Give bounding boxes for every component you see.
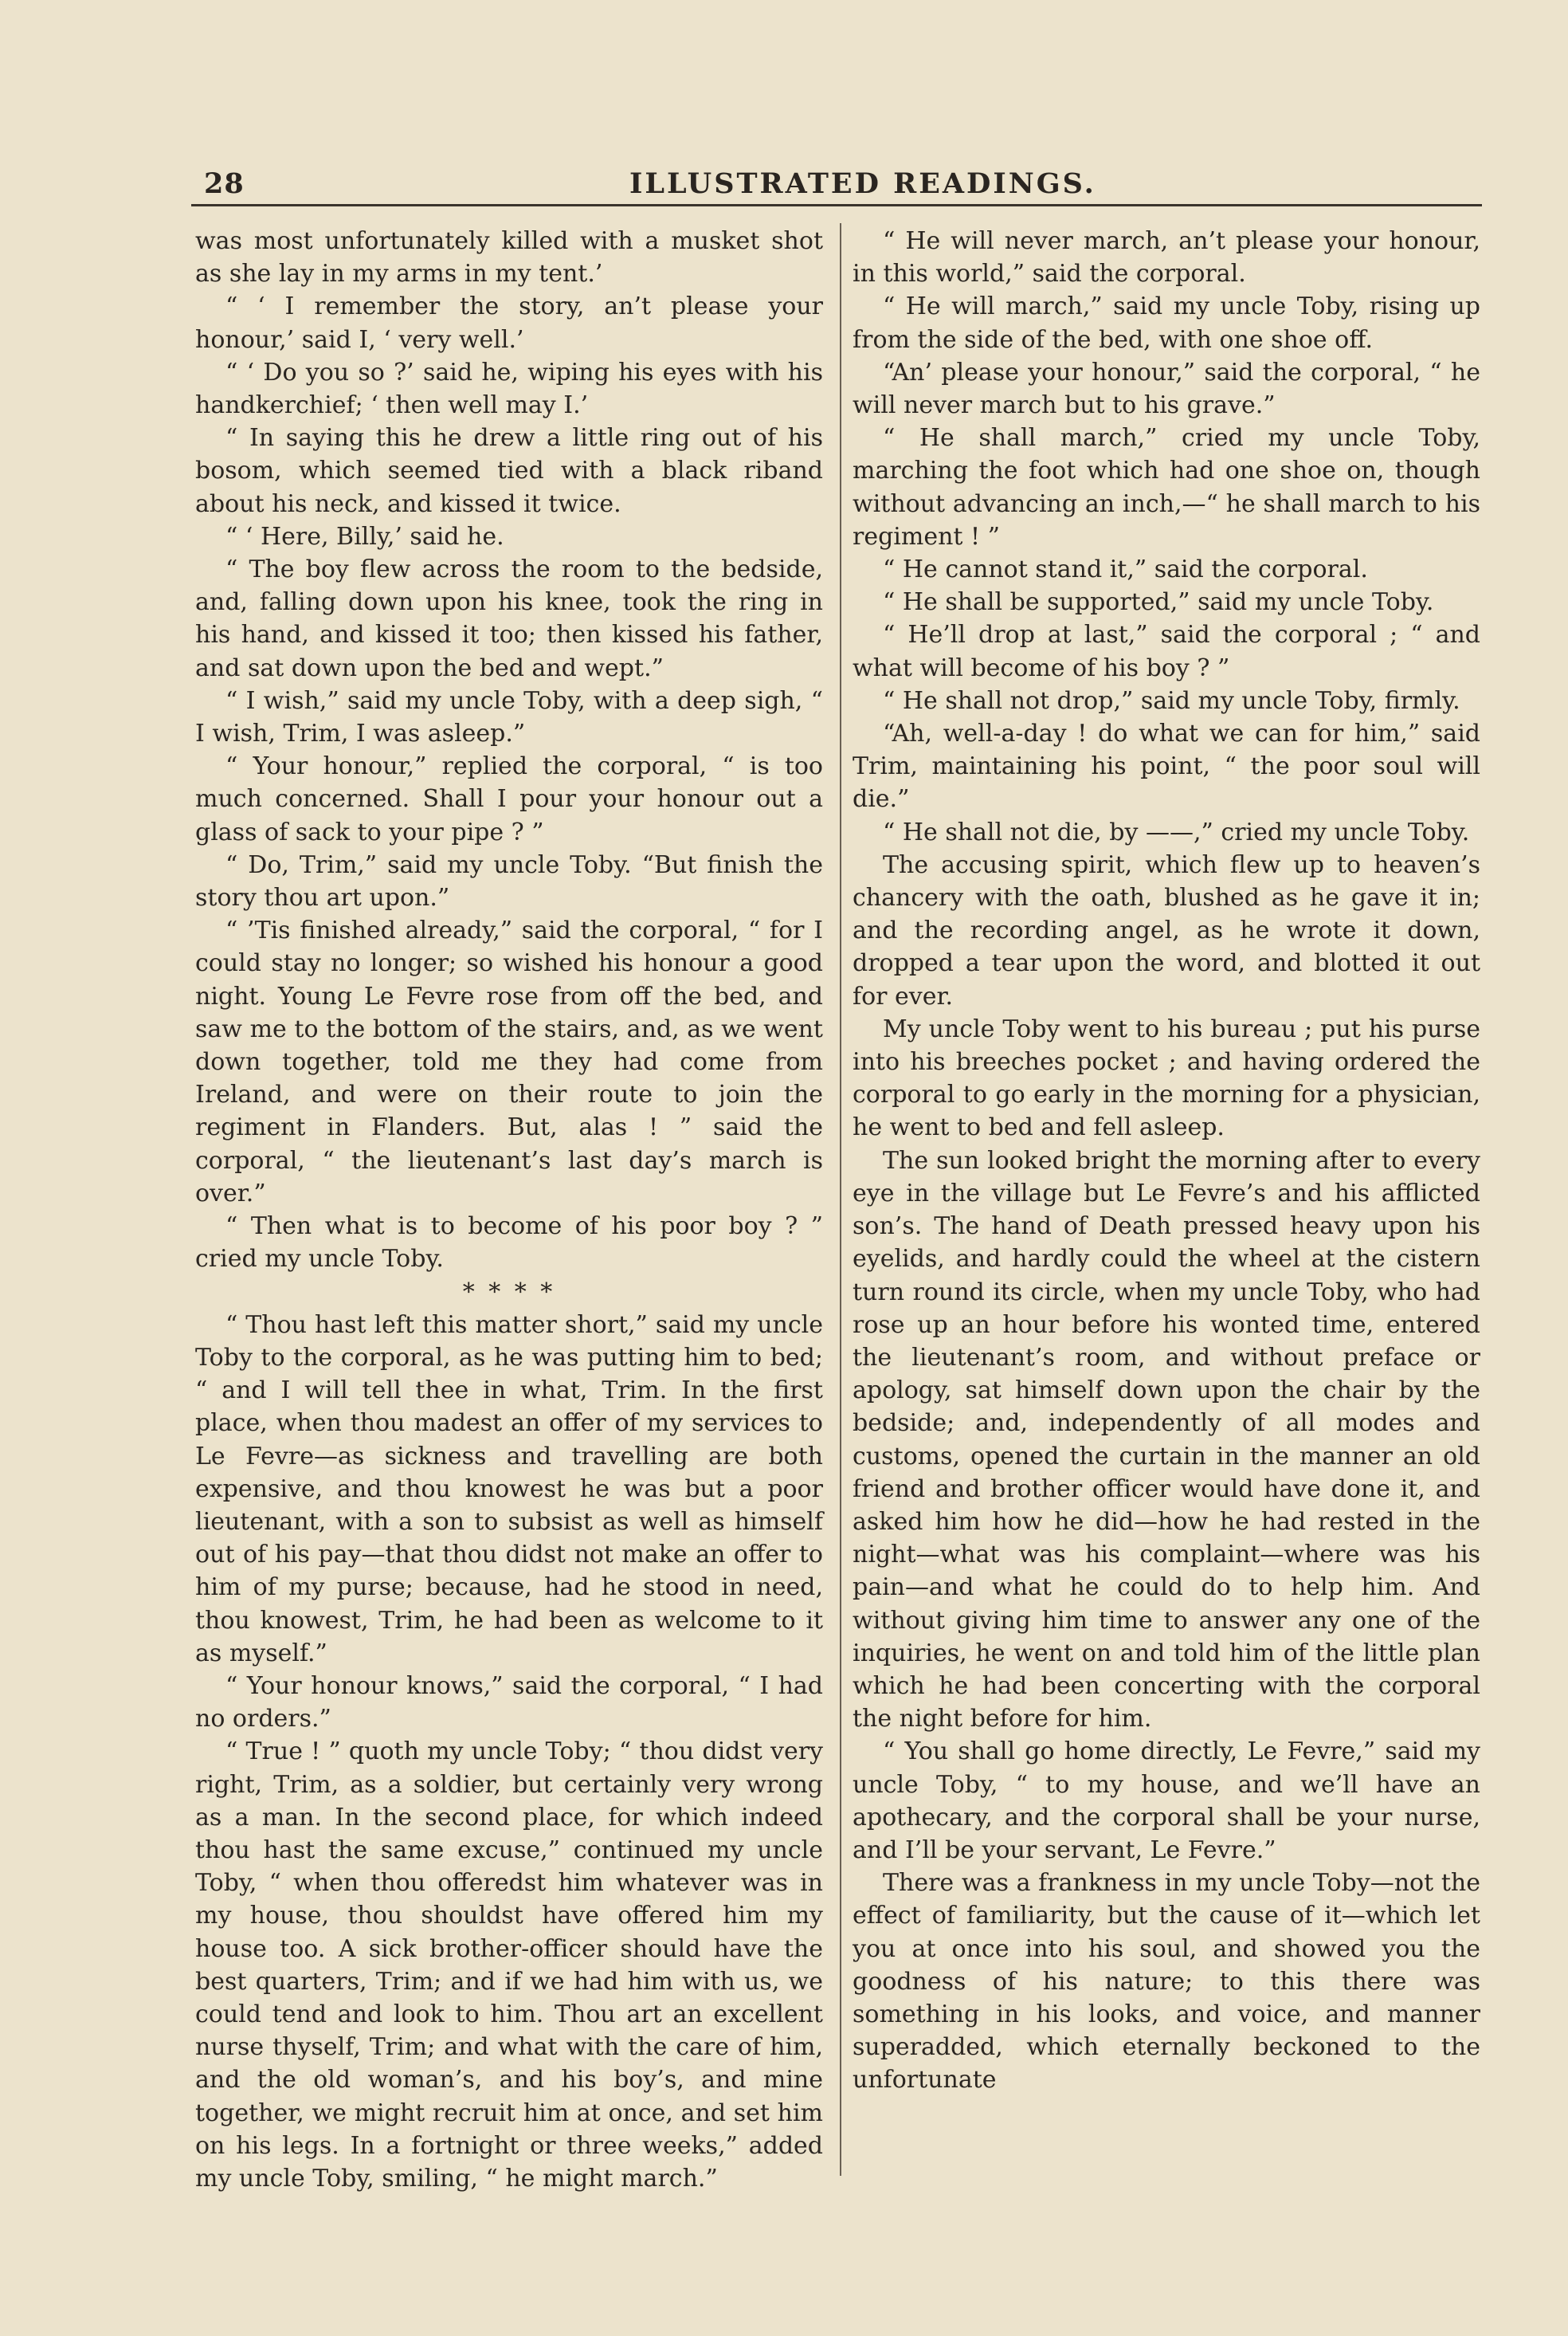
section-break-asterisks: * * * * [462,1278,556,1306]
paragraph: “ He’ll drop at last,” said the corporal ; “ and what will become of his boy ? ” [853,621,1480,682]
paragraph: was most unfortunately killed with a musket shot as she lay in my arms in my tent.’ [195,227,823,289]
paragraph: “ You shall go home directly, Le Fevre,” said my uncle Toby, “ to my house, and we’ll have an apothecary, and the corporal shall be your nurse, and I’ll be your servant, Le Fevre.” [853,1737,1480,1864]
paragraph: My uncle Toby went to his bureau ; put his purse into his breeches pocket ; and having ordered the corporal to go early in the morning for a physician, he went to bed and fell asleep. [853,1015,1480,1142]
column-divider [840,223,841,2176]
paragraph: “ Your honour,” replied the corporal, “ is too much concerned. Shall I pour your honour out a glass of sack to your pipe ? ” [195,752,823,846]
running-head: ILLUSTRATED READINGS. [629,167,1096,200]
paragraph: “ Then what is to become of his poor boy ? ” cried my uncle Toby. [195,1212,823,1274]
paragraph: “ ‘ Do you so ?’ said he, wiping his eyes with his handkerchief; ‘ then well may I.’ [195,358,823,420]
paragraph: “ He shall be supported,” said my uncle Toby. [883,588,1434,617]
page-header [191,167,1482,207]
paragraph: There was a frankness in my uncle Toby—not the effect of familiarity, but the cause of it—which let you at once into his soul, and showed you the goodness of his nature; to this there was something in his looks, and voice, and manner superadded, which eternally beckoned to the unfortunate [853,1869,1480,2095]
paragraph: “ He will never march, an’t please your honour, in this world,” said the corporal. [853,227,1480,289]
left-column [195,225,823,2195]
paragraph: The accusing spirit, which flew up to heaven’s chancery with the oath, blushed as he gave it in; and the recording angel, as he wrote it down, dropped a tear upon the word, and blotted it out for ever. [853,850,1480,1011]
paragraph: “ I wish,” said my uncle Toby, with a deep sigh, “ I wish, Trim, I was asleep.” [195,686,823,748]
paragraph: The sun looked bright the morning after to every eye in the village but Le Fevre’s and his afflicted son’s. The hand of Death pressed heavy upon his eyelids, and hardly could the wheel at the cistern turn round its circle, when my uncle Toby, who had rose up an hour before his wonted time, entered the lieutenant’s room, and without preface or apology, sat himself down upon the chair by the bedside; and, independently of all modes and customs, opened the curtain in the manner an old friend and brother officer would have done it, and asked him how he did—how he had rested in the night—what was his complaint—where was his pain—and what he could do to help him. And without giving him time to answer any one of the inquiries, he went on and told him of the little plan which he had been concerting with the corporal the night before for him. [853,1146,1480,1733]
paragraph: “ Thou hast left this matter short,” said my uncle Toby to the corporal, as he was putting him to bed; “ and I will tell thee in what, Trim. In the first place, when thou madest an offer of my services to Le Fevre—as sickness and travelling are both expensive, and thou knowest he was but a poor lieutenant, with a son to subsist as well as himself out of his pay—that thou didst not make an offer to him of my purse; because, had he stood in need, thou knowest, Trim, he had been as welcome to it as myself.” [195,1310,823,1667]
paragraph: “ True ! ” quoth my uncle Toby; “ thou didst very right, Trim, as a soldier, but certainly very wrong as a man. In the second place, for which indeed thou hast the same excuse,” continued my uncle Toby, “ when thou offeredst him whatever was in my house, thou shouldst have offered him my house too. A sick brother-officer should have the best quarters, Trim; and if we had him with us, we could tend and look to him. Thou art an excellent nurse thyself, Trim; and what with the care of him, and the old woman’s, and his boy’s, and mine together, we might recruit him at once, and set him on his legs. In a fortnight or three weeks,” added my uncle Toby, smiling, “ he might march.” [195,1737,823,2193]
paragraph: “ He cannot stand it,” said the corporal. [883,556,1368,584]
paragraph: “ ‘ Here, Billy,’ said he. [225,522,504,551]
paragraph: “An’ please your honour,” said the corporal, “ he will never march but to his grave.” [853,358,1480,420]
paragraph: “ He shall not drop,” said my uncle Toby, firmly. [883,686,1460,715]
paragraph: “ ‘ I remember the story, an’t please your honour,’ said I, ‘ very well.’ [195,292,823,354]
paragraph: “ The boy flew across the room to the bedside, and, falling down upon his knee, took the ring in his hand, and kissed it too; then kissed his father, and sat down upon the bed and wept.” [195,556,823,682]
paragraph: “ He shall march,” cried my uncle Toby, marching the foot which had one shoe on, though without advancing an inch,—“ he shall march to his regiment ! ” [853,424,1480,551]
paragraph: “ ’Tis finished already,” said the corporal, “ for I could stay no longer; so wished his honour a good night. Young Le Fevre rose from off the bed, and saw me to the bottom of the stairs, and, as we went down together, told me they had come from Ireland, and were on their route to join the regiment in Flanders. But, alas ! ” said the corporal, “ the lieutenant’s last day’s march is over.” [195,917,823,1207]
right-column [853,225,1480,2097]
paragraph: “Ah, well-a-day ! do what we can for him,” said Trim, maintaining his point, “ the poor soul will die.” [853,720,1480,814]
paragraph: “ He will march,” said my uncle Toby, rising up from the side of the bed, with one shoe off. [853,292,1480,354]
page-number: 28 [204,167,245,200]
header-rule [191,204,1482,206]
paragraph: “ Do, Trim,” said my uncle Toby. “But finish the story thou art upon.” [195,850,823,913]
paragraph: “ In saying this he drew a little ring out of his bosom, which seemed tied with a black riband about his neck, and kissed it twice. [195,424,823,518]
paragraph: “ He shall not die, by ——,” cried my uncle Toby. [883,818,1470,846]
paragraph: “ Your honour knows,” said the corporal, “ I had no orders.” [195,1671,823,1733]
